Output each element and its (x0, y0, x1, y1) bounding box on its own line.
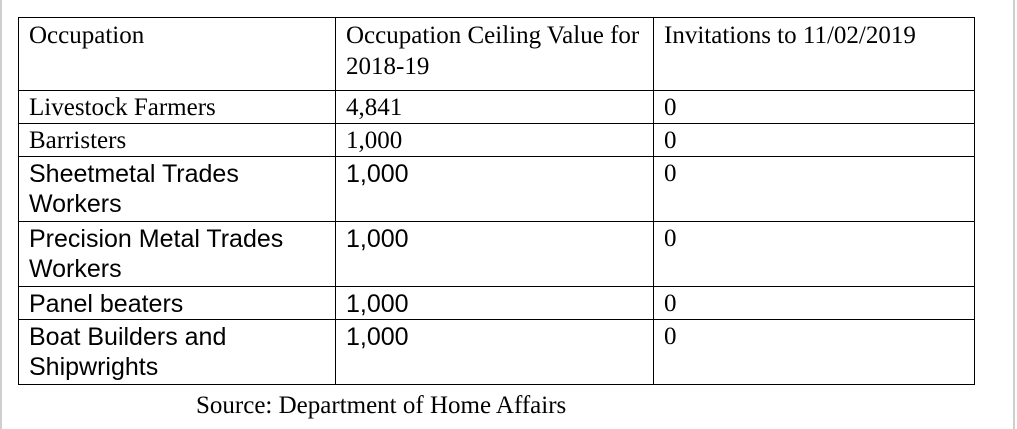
occupation-cell: Panel beaters (19, 287, 336, 320)
table-row (19, 124, 975, 157)
header-invitations: Invitations to 11/02/2019 (654, 18, 975, 91)
occupation-cell: Livestock Farmers (19, 91, 336, 124)
table-row (19, 157, 975, 222)
header-ceiling-value: Occupation Ceiling Value for 2018-19 (336, 18, 654, 91)
occupation-cell: Barristers (19, 124, 336, 157)
right-border-line (1013, 0, 1015, 429)
invitations-cell: 0 (654, 91, 975, 124)
table-row (19, 287, 975, 320)
ceiling-cell: 1,000 (336, 320, 654, 385)
table-header-row (19, 18, 975, 91)
ceiling-cell: 1,000 (336, 287, 654, 320)
table-row (19, 320, 975, 385)
occupation-ceiling-table (18, 17, 975, 385)
source-caption: Source: Department of Home Affairs (196, 392, 567, 419)
invitations-cell: 0 (654, 287, 975, 320)
ceiling-cell: 4,841 (336, 91, 654, 124)
invitations-cell: 0 (654, 157, 975, 222)
ceiling-cell: 1,000 (336, 157, 654, 222)
table-row (19, 91, 975, 124)
table-row (19, 222, 975, 287)
invitations-cell: 0 (654, 124, 975, 157)
invitations-cell: 0 (654, 320, 975, 385)
occupation-cell: Precision Metal Trades Workers (19, 222, 336, 287)
left-border-line (0, 0, 2, 429)
ceiling-cell: 1,000 (336, 222, 654, 287)
occupation-cell: Boat Builders and Shipwrights (19, 320, 336, 385)
invitations-cell: 0 (654, 222, 975, 287)
occupation-cell: Sheetmetal Trades Workers (19, 157, 336, 222)
ceiling-cell: 1,000 (336, 124, 654, 157)
header-occupation: Occupation (19, 18, 336, 91)
